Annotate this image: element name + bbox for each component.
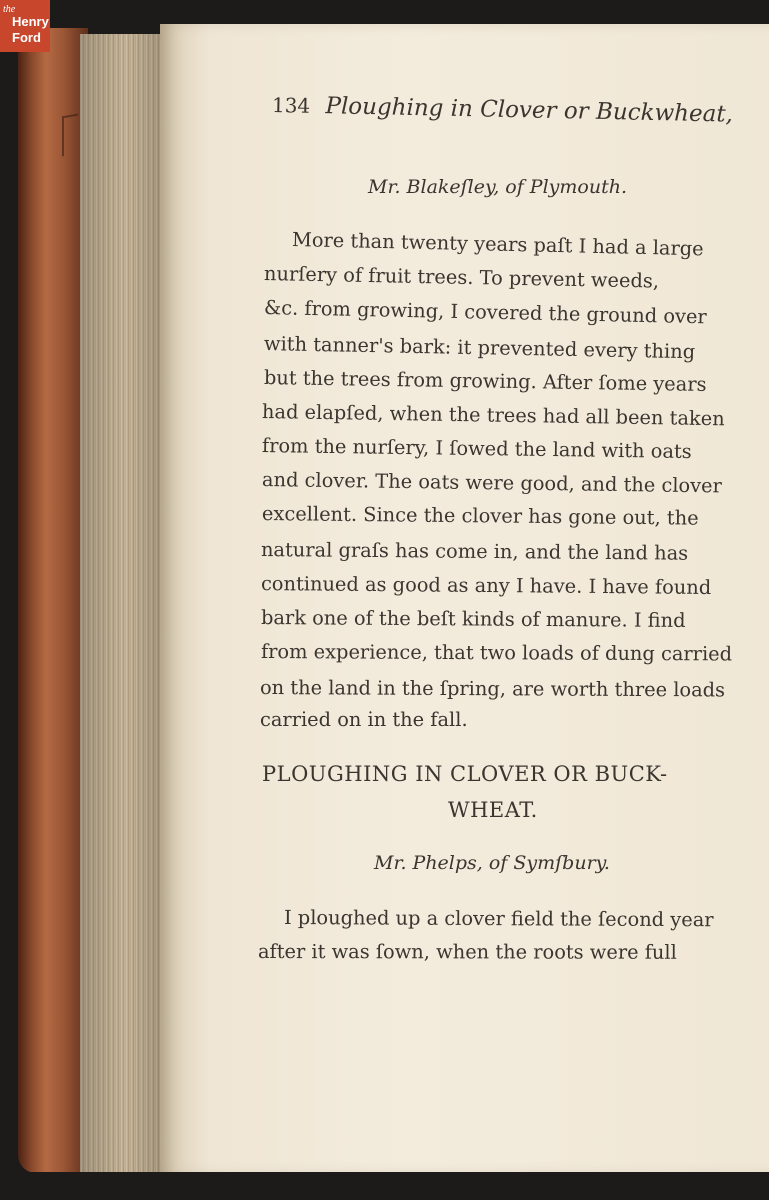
body-line: continued as good as any I have. I have found — [260, 572, 712, 599]
body-line: with tanner's bark: it prevented every thing — [263, 332, 696, 364]
body-line: but the trees from growing. After ſome years — [263, 366, 707, 396]
body-line: nurſery of fruit trees. To prevent weeds, — [263, 262, 660, 293]
henry-ford-logo — [0, 0, 50, 52]
page-number: 134 — [271, 93, 311, 118]
body-line: excellent. Since the clover has gone out, the — [261, 502, 699, 530]
running-title: Ploughing in Clover or Buckwheat, — [325, 93, 734, 128]
body-line: &c. from growing, I covered the ground over — [263, 296, 707, 329]
body-line: More than twenty years paſt I had a large — [291, 228, 704, 261]
section-heading-line-2: WHEAT. — [448, 798, 538, 822]
body-line: carried on in the fall. — [260, 708, 468, 731]
body-line: I ploughed up a clover field the ſecond year — [283, 906, 714, 932]
spine-mark — [62, 114, 78, 157]
logo-line-3: Ford — [12, 30, 41, 45]
body-line: from experience, that two loads of dung carried — [260, 640, 733, 666]
bottom-shadow — [30, 1172, 769, 1200]
byline-blakesley: Mr. Blakeſley, of Plymouth. — [368, 176, 628, 198]
logo-line-1: the — [3, 4, 16, 15]
body-line: from the nurſery, I ſowed the land with oats — [261, 434, 692, 463]
body-line: had elapſed, when the trees had all been taken — [261, 400, 725, 431]
body-line: bark one of the beſt kinds of manure. I find — [260, 606, 686, 632]
book-spine — [18, 28, 88, 1173]
body-line: and clover. The oats were good, and the clover — [261, 468, 723, 498]
byline-phelps: Mr. Phelps, of Symſbury. — [374, 852, 610, 874]
body-line: natural graſs has come in, and the land has — [260, 538, 689, 565]
body-line: on the land in the ſpring, are worth three loads — [259, 676, 726, 702]
logo-line-2: Henry — [12, 14, 49, 29]
section-heading-line-1: PLOUGHING IN CLOVER OR BUCK- — [262, 762, 668, 786]
body-line: after it was ſown, when the roots were full — [257, 940, 677, 964]
page-edges — [80, 34, 170, 1174]
